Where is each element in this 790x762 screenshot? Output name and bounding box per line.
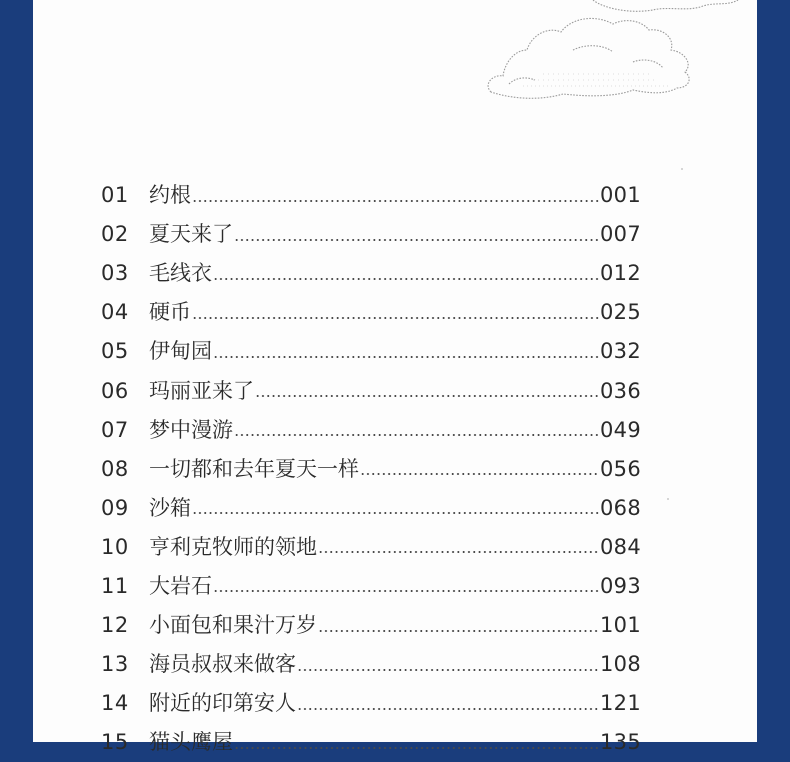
chapter-number: 05 <box>101 339 129 364</box>
toc-entry[interactable] <box>101 723 641 762</box>
toc-entry[interactable] <box>101 332 641 371</box>
page-number: 084 <box>600 534 641 559</box>
chapter-title: 约根 <box>149 183 191 208</box>
chapter-number: 09 <box>101 495 129 520</box>
dot-leader <box>213 278 599 280</box>
page-number: 121 <box>600 691 641 716</box>
page-number: 007 <box>600 222 641 247</box>
page-number: 135 <box>600 730 641 755</box>
toc-entry[interactable] <box>101 371 641 410</box>
chapter-number: 10 <box>101 534 129 559</box>
dot-leader <box>318 630 599 632</box>
dot-leader <box>234 747 599 749</box>
page-number: 012 <box>600 261 641 286</box>
dot-leader <box>213 356 599 358</box>
dot-leader <box>192 200 599 202</box>
dot-leader <box>192 512 599 514</box>
dot-leader <box>360 473 599 475</box>
dot-leader <box>255 395 599 397</box>
page-number: 101 <box>600 613 641 638</box>
paper-speck <box>667 498 669 500</box>
chapter-title: 小面包和果汁万岁 <box>149 613 317 638</box>
chapter-title: 伊甸园 <box>149 339 212 364</box>
book-page <box>33 0 757 755</box>
toc-entry[interactable] <box>101 450 641 489</box>
toc-entry[interactable] <box>101 293 641 332</box>
chapter-number: 07 <box>101 417 129 442</box>
page-number: 108 <box>600 652 641 677</box>
cloud-illustration <box>453 0 757 110</box>
page-number: 049 <box>600 417 641 442</box>
toc-entry[interactable] <box>101 176 641 215</box>
page-number: 032 <box>600 339 641 364</box>
dot-leader <box>297 708 599 710</box>
chapter-number: 03 <box>101 261 129 286</box>
dot-leader <box>192 317 599 319</box>
page-number: 025 <box>600 300 641 325</box>
chapter-number: 15 <box>101 730 129 755</box>
chapter-title: 海员叔叔来做客 <box>149 652 296 677</box>
chapter-title: 沙箱 <box>149 495 191 520</box>
page-number: 036 <box>600 378 641 403</box>
dot-leader <box>297 669 599 671</box>
table-of-contents <box>101 176 641 762</box>
toc-entry[interactable] <box>101 567 641 606</box>
toc-entry[interactable] <box>101 684 641 723</box>
toc-entry[interactable] <box>101 528 641 567</box>
toc-entry[interactable] <box>101 645 641 684</box>
chapter-title: 附近的印第安人 <box>149 691 296 716</box>
chapter-number: 11 <box>101 573 129 598</box>
chapter-number: 01 <box>101 183 129 208</box>
toc-entry[interactable] <box>101 411 641 450</box>
chapter-number: 02 <box>101 222 129 247</box>
chapter-title: 大岩石 <box>149 573 212 598</box>
chapter-number: 12 <box>101 613 129 638</box>
chapter-title: 硬币 <box>149 300 191 325</box>
chapter-title: 夏天来了 <box>149 222 233 247</box>
chapter-number: 14 <box>101 691 129 716</box>
dot-leader <box>234 434 599 436</box>
chapter-title: 一切都和去年夏天一样 <box>149 456 359 481</box>
toc-entry[interactable] <box>101 254 641 293</box>
dot-leader <box>318 551 599 553</box>
chapter-number: 08 <box>101 456 129 481</box>
page-number: 093 <box>600 573 641 598</box>
chapter-title: 亨利克牧师的领地 <box>149 534 317 559</box>
chapter-title: 毛线衣 <box>149 261 212 286</box>
chapter-number: 13 <box>101 652 129 677</box>
page-number: 001 <box>600 183 641 208</box>
paper-speck <box>681 168 683 170</box>
dot-leader <box>234 239 599 241</box>
page-number: 068 <box>600 495 641 520</box>
chapter-number: 04 <box>101 300 129 325</box>
chapter-title: 玛丽亚来了 <box>149 378 254 403</box>
page-number: 056 <box>600 456 641 481</box>
chapter-title: 猫头鹰屋 <box>149 730 233 755</box>
toc-entry[interactable] <box>101 606 641 645</box>
dot-leader <box>213 590 599 592</box>
toc-entry[interactable] <box>101 489 641 528</box>
toc-entry[interactable] <box>101 215 641 254</box>
chapter-number: 06 <box>101 378 129 403</box>
chapter-title: 梦中漫游 <box>149 417 233 442</box>
